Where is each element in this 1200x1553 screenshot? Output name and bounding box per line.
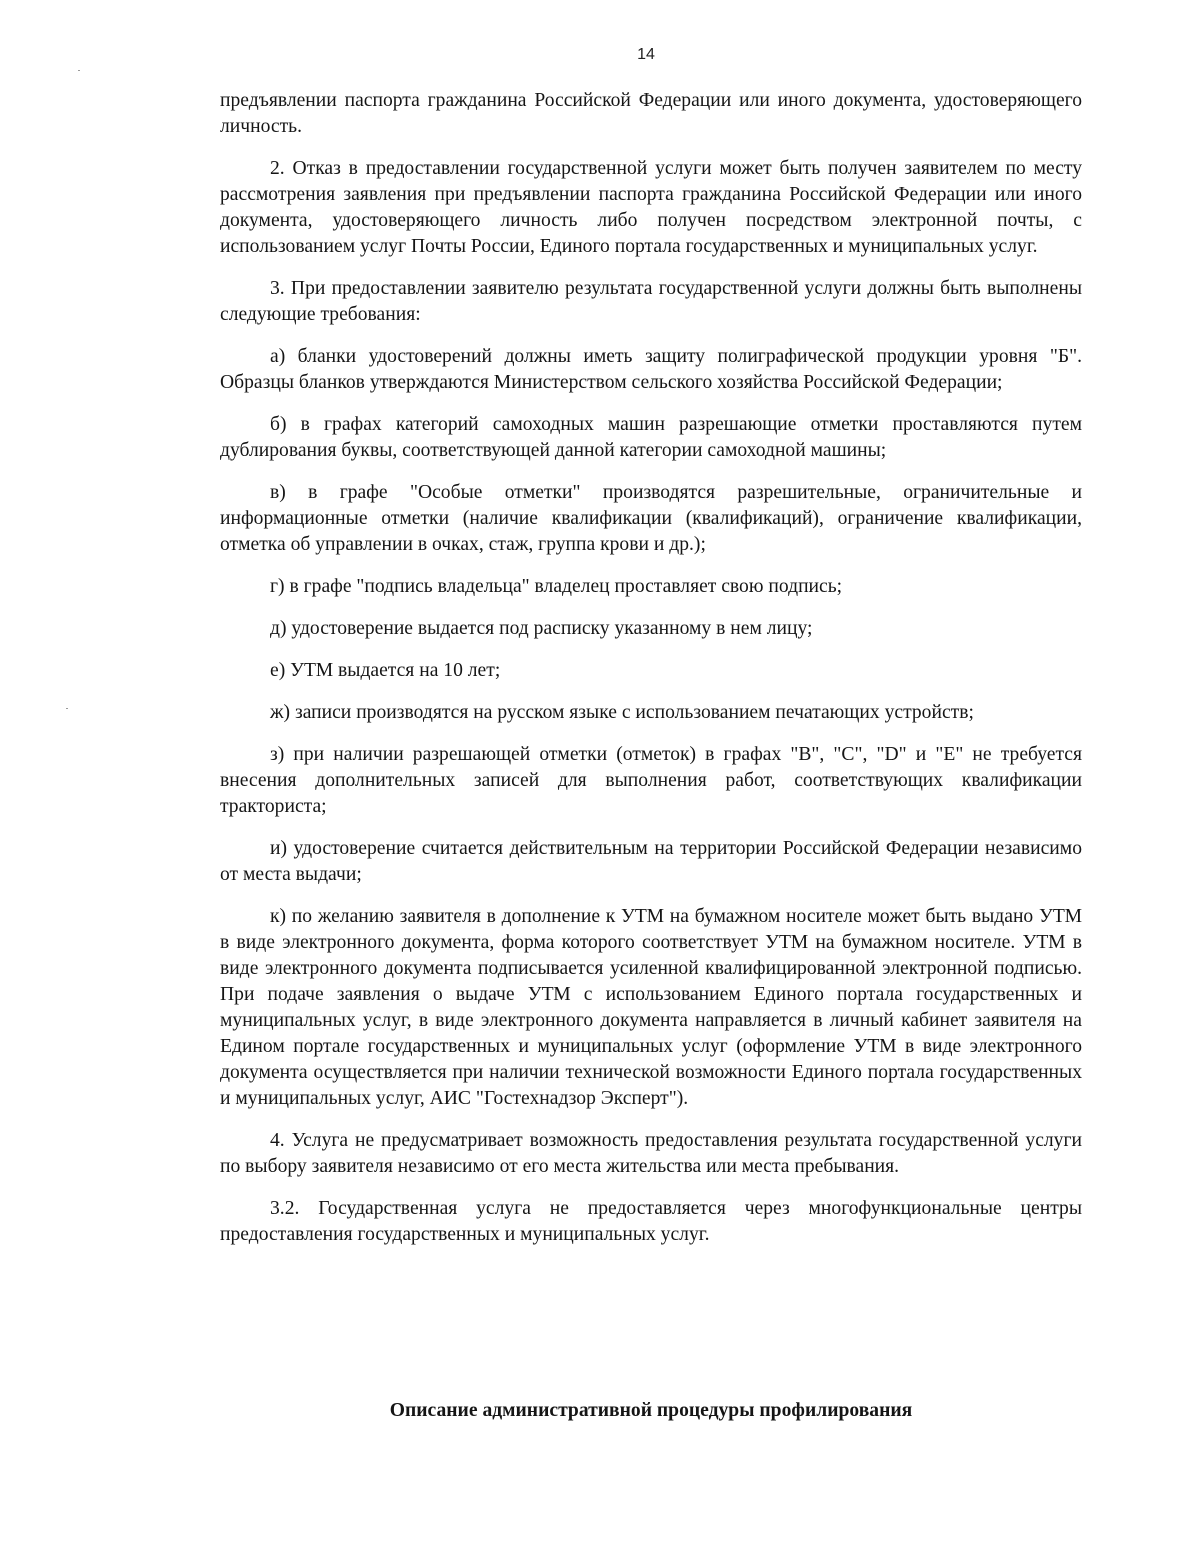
subitem-v: в) в графе "Особые отметки" производятся разрешительные, ограничительные и информационные отметки (наличие квалификации (квалификаций), ограничение квалификации, отметка об управлении в очках, стаж, группа крови и др.); — [220, 482, 1082, 555]
subitem-d: д) удостоверение выдается под расписку указанному в нем лицу; — [270, 618, 813, 639]
subitem-b: б) в графах категорий самоходных машин разрешающие отметки проставляются путем дублирования буквы, соответствующей данной категории самоходной машины; — [220, 414, 1082, 461]
subitem-e: е) УТМ выдается на 10 лет; — [270, 660, 501, 681]
subitem-zh: ж) записи производятся на русском языке с использованием печатающих устройств; — [270, 702, 974, 723]
section-heading: Описание административной процедуры профилирования — [389, 1400, 913, 1421]
scan-speck — [78, 70, 80, 71]
paragraph-item-4: 4. Услуга не предусматривает возможность предоставления результата государственной услуги по выбору заявителя независимо от его места жительства или места пребывания. — [220, 1130, 1082, 1177]
paragraph-item-3: 3. При предоставлении заявителю результата государственной услуги должны быть выполнены следующие требования: — [220, 278, 1082, 325]
subitem-g: г) в графе "подпись владельца" владелец проставляет свою подпись; — [270, 576, 843, 597]
paragraph-continuation: предъявлении паспорта гражданина Российской Федерации или иного документа, удостоверяющего личность. — [220, 90, 1082, 137]
scan-speck — [66, 708, 68, 709]
page-number: 14 — [637, 46, 655, 63]
subitem-a: а) бланки удостоверений должны иметь защиту полиграфической продукции уровня "Б". Образцы бланков утверждаются Министерством сельского хозяйства Российской Федерации; — [220, 346, 1082, 393]
subitem-k: к) по желанию заявителя в дополнение к УТМ на бумажном носителе может быть выдано УТМ в виде электронного документа, форма которого соответствует УТМ на бумажном носителе. УТМ в виде электронного документа подписывается усиленной квалифицированной электронной подписью. При подаче заявления о выдаче УТМ с использованием Единого портала государственных и муниципальных услуг, в виде электронного документа направляется в личный кабинет заявителя на Едином портале государственных и муниципальных услуг (оформление УТМ в виде электронного документа осуществляется при наличии технической возможности Единого портала государственных и муниципальных услуг, АИС "Гостехнадзор Эксперт"). — [220, 906, 1082, 1109]
paragraph-3-2: 3.2. Государственная услуга не предоставляется через многофункциональные центры предоставления государственных и муниципальных услуг. — [220, 1198, 1082, 1245]
subitem-z: з) при наличии разрешающей отметки (отметок) в графах "В", "С", "D" и "Е" не требуется внесения дополнительных записей для выполнения работ, соответствующих квалификации тракториста; — [220, 744, 1082, 817]
document-body — [220, 88, 1082, 1264]
subitem-i: и) удостоверение считается действительным на территории Российской Федерации независимо от места выдачи; — [220, 838, 1082, 885]
paragraph-item-2: 2. Отказ в предоставлении государственной услуги может быть получен заявителем по месту рассмотрения заявления при предъявлении паспорта гражданина Российской Федерации или иного документа, удостоверяющего личность либо получен посредством электронной почты, с использованием услуг Почты России, Единого портала государственных и муниципальных услуг. — [220, 158, 1082, 257]
